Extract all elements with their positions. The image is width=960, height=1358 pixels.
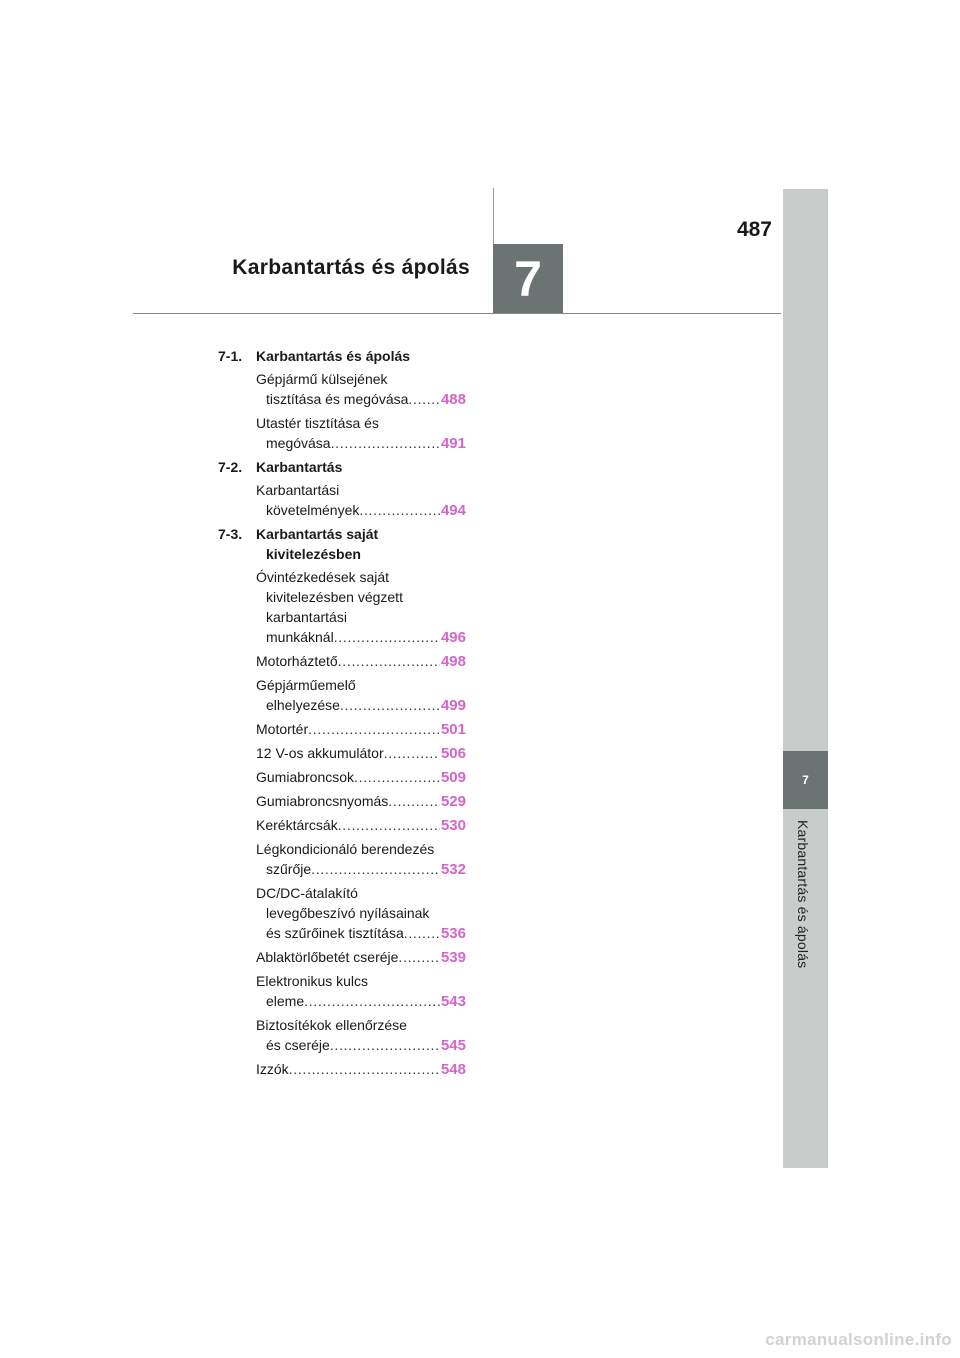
page-link[interactable]: 499 (440, 697, 466, 714)
header-horizontal-rule (133, 313, 781, 314)
watermark: carmanualsonline.info (765, 1330, 952, 1349)
entry-text: szűrője (266, 861, 312, 877)
entry-text: elhelyezése (266, 697, 340, 713)
entry-text: Karbantartási (256, 482, 340, 498)
toc-entry[interactable] (218, 1015, 466, 1056)
header-vertical-rule (493, 188, 494, 244)
chapter-title: Karbantartás és ápolás (232, 256, 470, 279)
entry-text: Gumiabroncsok (256, 769, 355, 785)
entry-text: Motortér (256, 721, 309, 737)
toc-section-7-1 (218, 346, 466, 366)
section-title: Karbantartás (256, 459, 343, 475)
toc-section-7-2 (218, 457, 466, 477)
toc-entry[interactable] (218, 815, 466, 836)
side-tab-chapter-number: 7 (783, 751, 828, 809)
side-tab (783, 189, 828, 1168)
toc-entry[interactable] (218, 767, 466, 788)
page-link[interactable]: 506 (440, 745, 466, 762)
toc-entry[interactable] (218, 839, 466, 880)
toc-entry[interactable] (218, 567, 466, 648)
entry-text: eleme (266, 993, 305, 1009)
entry-text: Elektronikus kulcs (256, 973, 369, 989)
section-title: kivitelezésben (266, 546, 361, 562)
section-number: 7-1. (218, 348, 243, 364)
entry-text: kivitelezésben végzett (266, 589, 403, 605)
entry-text: karbantartási (266, 609, 347, 625)
toc-entry[interactable] (218, 1059, 466, 1080)
toc-entry[interactable] (218, 791, 466, 812)
section-title: Karbantartás és ápolás (256, 348, 411, 364)
page-link[interactable]: 498 (440, 653, 466, 670)
entry-text: Ablaktörlőbetét cseréje (256, 949, 399, 965)
table-of-contents (218, 346, 466, 1083)
toc-entry[interactable] (218, 947, 466, 968)
entry-text: Biztosítékok ellenőrzése (256, 1017, 407, 1033)
toc-entry[interactable] (218, 719, 466, 740)
entry-text: Gumiabroncsnyomás (256, 793, 389, 809)
entry-text: Gépjármű külsejének (256, 371, 388, 387)
page-number: 487 (736, 218, 772, 241)
chapter-number-box: 7 (493, 244, 563, 313)
section-number: 7-2. (218, 459, 243, 475)
page-link[interactable]: 501 (440, 721, 466, 738)
toc-entry[interactable] (218, 480, 466, 521)
toc-entry[interactable] (218, 883, 466, 944)
entry-text: Keréktárcsák (256, 817, 338, 833)
toc-entry[interactable] (218, 675, 466, 716)
page-link[interactable]: 539 (440, 949, 466, 966)
page-link[interactable]: 494 (440, 502, 466, 519)
entry-text: Légkondicionáló berendezés (256, 841, 435, 857)
toc-entry[interactable] (218, 651, 466, 672)
page-link[interactable]: 491 (440, 435, 466, 452)
entry-text: és cseréje (266, 1037, 330, 1053)
entry-text: Utastér tisztítása és (256, 415, 379, 431)
toc-entry[interactable] (218, 413, 466, 454)
entry-text: Óvintézkedések saját (256, 569, 390, 585)
page-link[interactable]: 488 (440, 391, 466, 408)
page-link[interactable]: 530 (440, 817, 466, 834)
toc-section-7-3 (218, 524, 466, 564)
side-tab-label: Karbantartás és ápolás (795, 820, 811, 969)
entry-text: Gépjárműemelő (256, 677, 356, 693)
page-link[interactable]: 548 (440, 1061, 466, 1078)
section-title: Karbantartás saját (256, 526, 379, 542)
entry-text: munkáknál (266, 629, 334, 645)
page-link[interactable]: 509 (440, 769, 466, 786)
entry-text: levegőbeszívó nyílásainak (266, 905, 430, 921)
page-link[interactable]: 496 (440, 629, 466, 646)
page-link[interactable]: 532 (440, 861, 466, 878)
section-number: 7-3. (218, 526, 243, 542)
page-link[interactable]: 545 (440, 1037, 466, 1054)
toc-entry[interactable] (218, 971, 466, 1012)
entry-text: és szűrőinek tisztítása (266, 925, 404, 941)
entry-text: DC/DC-átalakító (256, 885, 358, 901)
entry-text: Motorháztető (256, 653, 338, 669)
page-link[interactable]: 543 (440, 993, 466, 1010)
entry-text: tisztítása és megóvása (266, 391, 409, 407)
toc-entry[interactable] (218, 743, 466, 764)
toc-entry[interactable] (218, 369, 466, 410)
page-link[interactable]: 529 (440, 793, 466, 810)
entry-text: követelmények (266, 502, 360, 518)
entry-text: megóvása (266, 435, 331, 451)
entry-text: Izzók (256, 1061, 289, 1077)
page-link[interactable]: 536 (440, 925, 466, 942)
entry-text: 12 V-os akkumulátor (256, 745, 384, 761)
